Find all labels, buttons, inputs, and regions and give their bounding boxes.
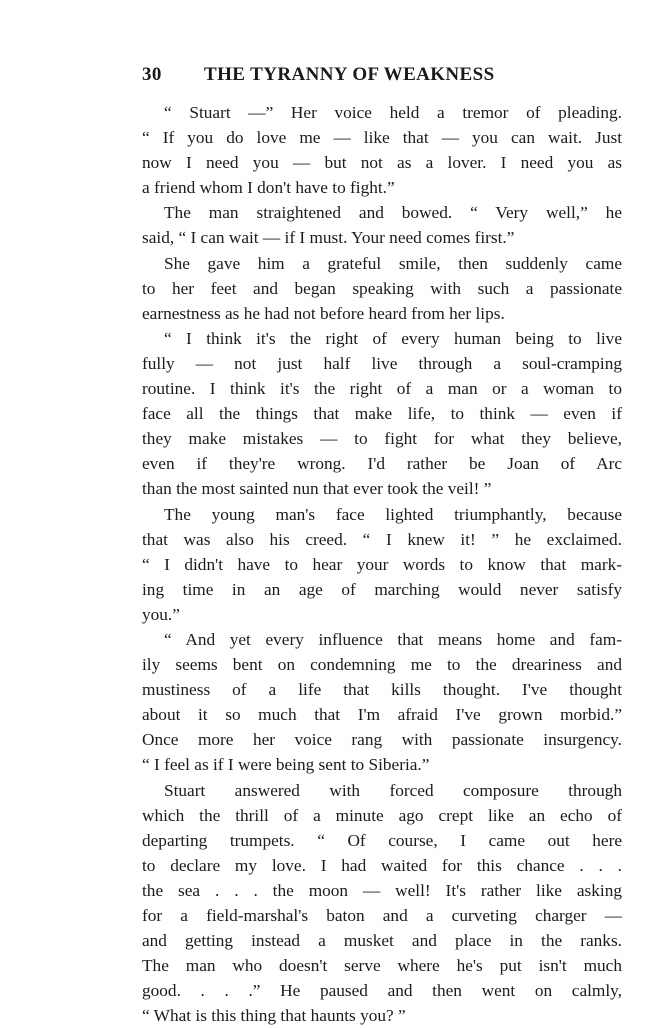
- body-text: [142, 100, 622, 1028]
- text-line: The man who doesn't serve where he's put isn't much: [142, 956, 622, 976]
- text-line: for a field-marshal's baton and a curveting charger —: [142, 906, 622, 925]
- text-line: about it so much that I'm afraid I've grown morbid.”: [142, 705, 622, 725]
- text-line: Stuart answered with forced composure through: [164, 780, 622, 800]
- text-line: good. . . .” He paused and then went on calmly,: [142, 981, 622, 1001]
- text-line: routine. I think it's the right of a man or a woman to: [142, 379, 622, 399]
- text-line: to her feet and began speaking with such a passionate: [142, 278, 622, 298]
- page-number: 30: [142, 64, 162, 85]
- text-line: which the thrill of a minute ago crept like an echo of: [142, 805, 622, 825]
- text-line: the sea . . . the moon — well! It's rather like asking: [142, 880, 622, 900]
- text-line: ing time in an age of marching would never satisfy: [142, 579, 622, 599]
- text-line: to declare my love. I had waited for this chance . . .: [142, 855, 622, 875]
- text-line: earnestness as he had not before heard from her lips.: [142, 303, 505, 323]
- text-line: “ Stuart —” Her voice held a tremor of pleading.: [164, 103, 622, 122]
- text-line: “ What is this thing that haunts you? ”: [142, 1006, 406, 1026]
- text-line: you.”: [142, 604, 180, 624]
- running-head: [142, 64, 622, 88]
- text-line: face all the things that make life, to think — even if: [142, 404, 622, 424]
- text-line: than the most sainted nun that ever took the veil! ”: [142, 479, 492, 499]
- text-line: they make mistakes — to fight for what they believe,: [142, 429, 622, 449]
- text-line: said, “ I can wait — if I must. Your need comes first.”: [142, 228, 515, 248]
- text-line: mustiness of a life that kills thought. I've thought: [142, 680, 622, 700]
- text-line: even if they're wrong. I'd rather be Joan of Arc: [142, 454, 622, 474]
- running-title: THE TYRANNY OF WEAKNESS: [204, 64, 495, 85]
- text-line: The young man's face lighted triumphantly, because: [164, 504, 622, 524]
- text-line: now I need you — but not as a lover. I need you as: [142, 153, 622, 173]
- text-line: “ If you do love me — like that — you can wait. Just: [142, 128, 622, 148]
- text-line: departing trumpets. “ Of course, I came out here: [142, 830, 622, 850]
- text-line: ily seems bent on condemning me to the dreariness and: [142, 655, 622, 675]
- text-line: Once more her voice rang with passionate insurgency.: [142, 730, 622, 750]
- text-line: The man straightened and bowed. “ Very well,” he: [164, 203, 622, 223]
- text-line: a friend whom I don't have to fight.”: [142, 178, 395, 198]
- text-line: “ I think it's the right of every human being to live: [164, 328, 622, 348]
- text-line: “ I didn't have to hear your words to know that mark-: [142, 554, 622, 574]
- text-line: that was also his creed. “ I knew it! ” he exclaimed.: [142, 529, 622, 549]
- text-line: “ And yet every influence that means home and fam-: [164, 629, 622, 649]
- text-line: fully — not just half live through a soul-cramping: [142, 353, 622, 373]
- text-line: “ I feel as if I were being sent to Siberia.”: [142, 755, 430, 775]
- text-line: She gave him a grateful smile, then suddenly came: [164, 253, 622, 273]
- text-line: and getting instead a musket and place in the ranks.: [142, 931, 622, 951]
